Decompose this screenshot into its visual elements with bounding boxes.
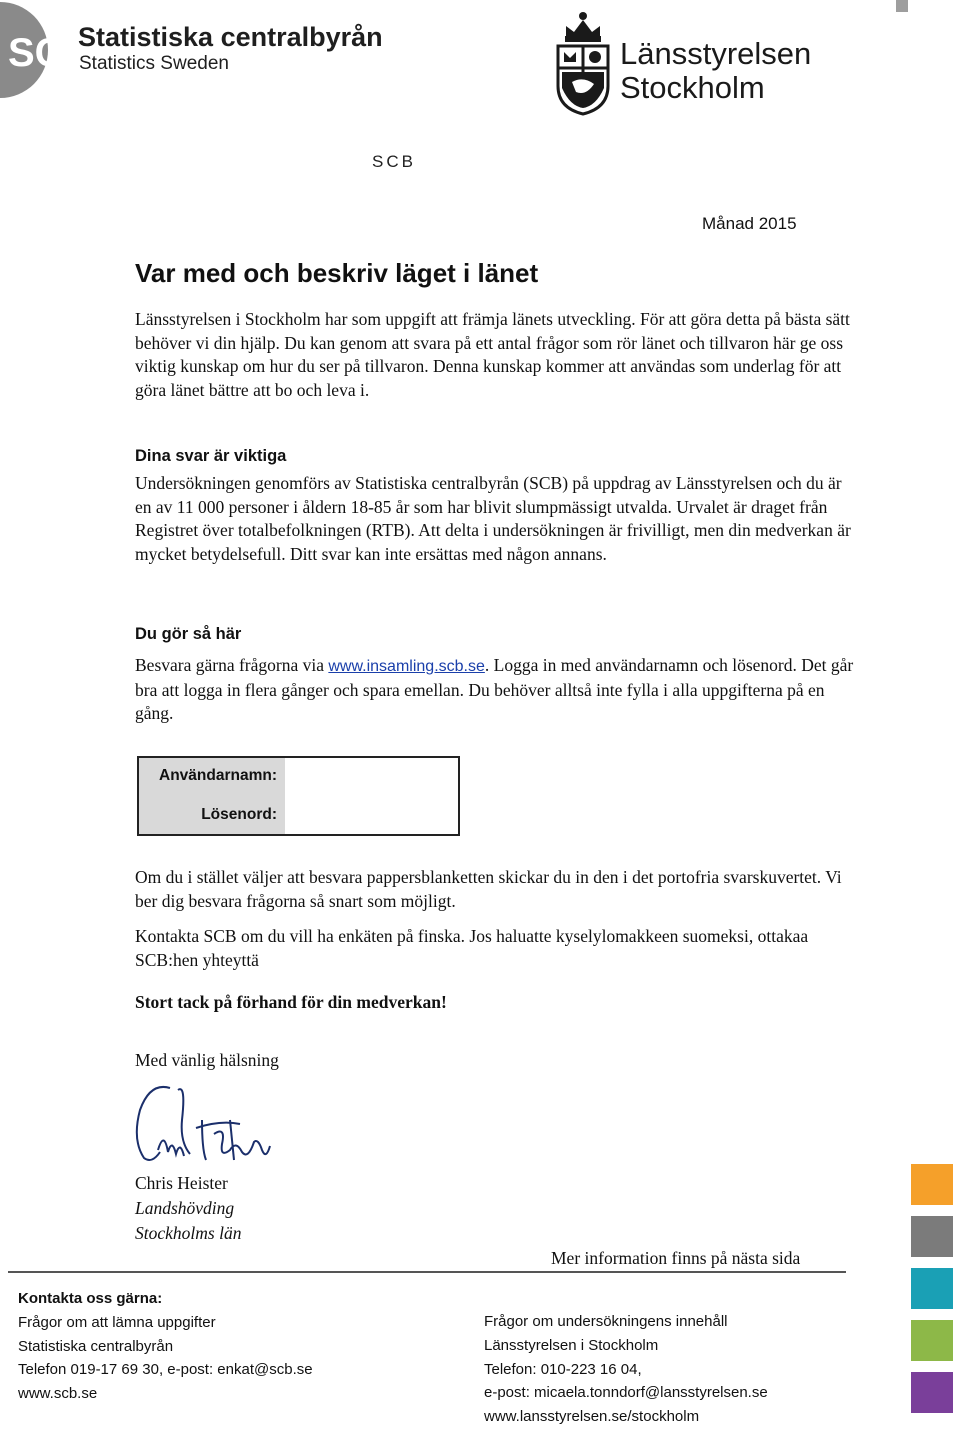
- scb-logo-letters: SCB: [8, 31, 93, 75]
- footer-right-line: Länsstyrelsen i Stockholm: [484, 1336, 659, 1354]
- letter-date: Månad 2015: [702, 214, 797, 233]
- footer-contact-scb: [18, 1287, 313, 1406]
- scb-name-en: Statistics Sweden: [79, 53, 229, 74]
- footer-contact-lansstyrelsen: [484, 1310, 768, 1429]
- lansstyrelsen-crest-icon: [552, 8, 614, 116]
- sender-code: SCB: [372, 152, 416, 171]
- footer-left-line: Telefon 019-17 69 30, e-post: enkat@scb.se: [18, 1361, 313, 1379]
- regards-text: Med vänlig hälsning: [135, 1050, 279, 1070]
- lansstyrelsen-name: Länsstyrelsen: [620, 36, 812, 71]
- howto-text: [135, 654, 855, 726]
- howto-paragraph: [135, 654, 855, 726]
- signer-org: Stockholms län: [135, 1223, 242, 1243]
- username-label: Användarnamn:: [159, 767, 277, 784]
- paper-paragraph: [135, 866, 855, 913]
- important-paragraph: [135, 472, 855, 566]
- section-heading-important: Dina svar är viktiga: [135, 447, 287, 465]
- contact-heading: Kontakta oss gärna:: [18, 1290, 163, 1307]
- finnish-text: Kontakta SCB om du vill ha enkäten på finska. Jos haluatte kyselylomakkeen suomeksi, ottakaa SCB:hen yhteyttä: [135, 926, 809, 970]
- credentials-box: [137, 756, 460, 836]
- thanks-text: Stort tack på förhand för din medverkan!: [135, 992, 447, 1012]
- footer-right-line: Telefon: 010-223 16 04,: [484, 1360, 642, 1378]
- scb-name: Statistiska centralbyrån: [78, 22, 383, 52]
- footer-left-line: Frågor om att lämna uppgifter: [18, 1313, 216, 1331]
- intro-paragraph: [135, 308, 855, 402]
- signature-icon: [130, 1080, 275, 1165]
- footer-right-line: Frågor om undersökningens innehåll: [484, 1313, 728, 1330]
- color-swatch-gray: [911, 1216, 953, 1257]
- color-swatch-purple: [911, 1372, 953, 1413]
- footer-divider: [8, 1271, 846, 1273]
- lansstyrelsen-city: Stockholm: [620, 70, 765, 105]
- howto-text-end: . Logga in med användarnamn och lösenord. Det går bra att logga in flera gånger och spara emellan. Du behöver alltså inte fylla i alla uppgifterna på en gång.: [135, 655, 854, 723]
- footer-left-line: Statistiska centralbyrån: [18, 1337, 174, 1355]
- more-info-text: Mer information finns på nästa sida: [551, 1248, 801, 1268]
- important-text: Undersökningen genomförs av Statistiska centralbyrån (SCB) på uppdrag av Länsstyrelsen och du är en av 11 000 personer i åldern 18-85 år som har blivit slumpmässigt utvalda. Urvalet är draget från Registret över totalbefolkningen (RTB). Att delta i undersökningen är frivilligt, men din medverkan är mycket betydelsefull. Ditt svar kan inte ersättas med någon annans.: [135, 473, 851, 564]
- section-heading-howto: Du gör så här: [135, 625, 242, 643]
- credentials-labels: [139, 758, 285, 834]
- password-label: Lösenord:: [201, 806, 277, 823]
- howto-text-start: Besvara gärna frågorna via: [135, 655, 329, 675]
- color-swatch-green: [911, 1320, 953, 1361]
- footer-left-line: www.scb.se: [18, 1385, 98, 1403]
- color-swatch-teal: [911, 1268, 953, 1309]
- corner-marker: [896, 0, 908, 12]
- signer-title: Landshövding: [135, 1198, 235, 1218]
- letter-title: Var med och beskriv läget i länet: [135, 258, 539, 288]
- footer-right-line: www.lansstyrelsen.se/stockholm: [484, 1408, 700, 1426]
- footer-right-line: e-post: micaela.tonndorf@lansstyrelsen.se: [484, 1384, 768, 1402]
- signer-name: Chris Heister: [135, 1173, 228, 1193]
- survey-link[interactable]: www.insamling.scb.se: [328, 658, 485, 675]
- intro-text: Länsstyrelsen i Stockholm har som uppgift att främja länets utveckling. För att göra detta på bästa sätt behöver vi din hjälp. Du kan genom att svara på ett antal frågor som rör länet och tillvaron här ge oss viktig kunskap om hur du ser på tillvaron. Denna kunskap kommer att användas som underlag för att göra länet bättre att bo och leva i.: [135, 309, 850, 400]
- color-swatch-orange: [911, 1164, 953, 1205]
- paper-text: Om du i stället väljer att besvara pappersblanketten skickar du in den i det portofria svarskuvertet. Vi ber dig besvara frågorna så snart som möjligt.: [135, 867, 842, 911]
- finnish-paragraph: [135, 925, 855, 972]
